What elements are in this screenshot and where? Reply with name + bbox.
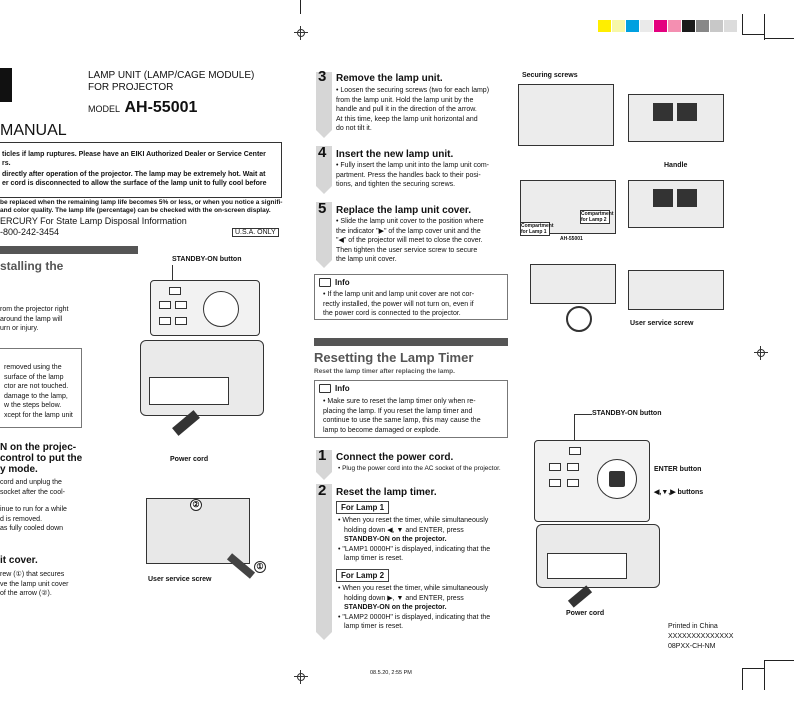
notice-line: and color quality. The lamp life (percentage) can be checked with the on-screen display.	[0, 207, 271, 214]
text-line: partment. Press the handles back to their posi-	[336, 171, 481, 179]
panel-button	[159, 301, 171, 309]
info-box	[314, 274, 508, 320]
info-title: Info	[335, 384, 350, 393]
color-swatch	[710, 20, 724, 32]
lamp-unit	[677, 189, 697, 207]
book-icon	[319, 384, 331, 393]
info-title: Info	[335, 278, 350, 287]
panel-button	[175, 301, 187, 309]
notice-line: be replaced when the remaining lamp life becomes 5% or less, or when you notice a signifi-	[0, 199, 283, 206]
panel-button	[569, 447, 581, 455]
text-line: • When you reset the timer, while simultaneously	[338, 517, 489, 524]
step-arrow-bar	[316, 484, 332, 632]
color-swatch	[626, 20, 640, 32]
text-line: the indicator "▶" of the lamp cover unit and the	[336, 227, 481, 235]
text-line: ve the lamp unit cover	[0, 580, 69, 588]
region-badge: U.S.A. ONLY	[232, 228, 279, 237]
crop-mark	[764, 660, 765, 690]
step-number: 4	[318, 144, 327, 161]
callout-mark-2: ②	[190, 494, 202, 512]
warning-line: rs.	[2, 160, 11, 167]
step-title: Connect the power cord.	[336, 452, 454, 463]
text-line: y mode.	[0, 464, 38, 475]
text-line: the power cord is connected to the projector.	[323, 310, 461, 318]
text-line: control to put the	[0, 453, 83, 464]
text-line: • Make sure to reset the lamp timer only when re-	[323, 398, 476, 405]
standby-button-label: STANDBY-ON button	[172, 256, 242, 263]
doc-code: 08PXX-CH-NM	[668, 643, 716, 650]
section-title: stalling the	[0, 259, 64, 273]
step-number: 3	[318, 68, 327, 85]
text-line: socket after the cool-	[0, 488, 65, 496]
text-line: xcept for the lamp unit	[4, 411, 73, 419]
info-body	[323, 290, 474, 319]
user-service-screw-label: User service screw	[630, 320, 694, 327]
left-step-heading	[0, 442, 82, 475]
enter-button-highlight	[609, 471, 625, 487]
step-title: Insert the new lamp unit.	[336, 149, 454, 160]
crop-mark	[742, 14, 743, 34]
projector-illustration	[536, 524, 660, 588]
lamp2-label: For Lamp 2	[336, 569, 389, 582]
text-line: d is removed.	[0, 515, 43, 523]
lamp1-label: For Lamp 1	[336, 501, 389, 514]
lamp-removal-illustration	[518, 84, 614, 146]
step-number: 1	[318, 447, 327, 464]
text-line: ctor are not touched.	[4, 383, 69, 391]
cover-closed-illustration	[628, 270, 724, 310]
registration-mark	[294, 26, 308, 40]
text-line: • Fully insert the lamp unit into the lamp unit com-	[336, 162, 490, 169]
warning-line: ticles if lamp ruptures. Please have an EIKI Authorized Dealer or Service Center	[2, 151, 266, 158]
lamp1-body	[338, 516, 508, 564]
enter-button-label: ENTER button	[654, 466, 702, 473]
text-line: • "LAMP2 0000H" is displayed, indicating that the	[338, 613, 491, 621]
projector-port-panel	[149, 377, 229, 405]
info-body	[323, 397, 481, 435]
projector-port-panel	[547, 553, 627, 579]
text-line: inue to run for a while	[0, 506, 67, 513]
color-swatch	[668, 20, 682, 32]
brand-logo-fragment	[0, 68, 12, 102]
panel-button	[175, 317, 187, 325]
step-body	[336, 86, 508, 134]
mercury-phone: -800-242-3454	[0, 227, 60, 237]
crop-mark	[742, 668, 764, 669]
left-para-1	[0, 305, 80, 334]
control-panel-illustration	[534, 440, 650, 522]
left-step-body-2	[0, 505, 67, 534]
lamp-unit	[653, 189, 673, 207]
text-line: N on the projec-	[0, 442, 77, 453]
text-line: of the arrow (②).	[0, 590, 52, 598]
text-line: w the steps below.	[4, 402, 62, 410]
text-line: STANDBY-ON on the projector.	[344, 536, 447, 544]
section-bar	[314, 338, 508, 346]
book-icon	[319, 278, 331, 287]
color-swatch	[654, 20, 668, 32]
color-calibration-bar	[598, 20, 738, 32]
compartment2-label: Compartment for Lamp 2	[581, 211, 614, 223]
crop-mark	[764, 660, 794, 661]
leader-line	[574, 414, 575, 442]
text-line: surface of the lamp	[4, 373, 64, 381]
color-swatch	[598, 20, 612, 32]
color-swatch	[696, 20, 710, 32]
power-cord-label: Power cord	[170, 456, 209, 463]
lamp2-body	[338, 584, 508, 632]
direction-pad	[203, 291, 239, 327]
lamp-insert-illustration	[628, 180, 724, 228]
text-line: from the lamp unit. Hold the lamp unit by the	[336, 96, 474, 104]
text-line: do not tilt it.	[336, 125, 372, 133]
text-line: STANDBY-ON on the projector.	[344, 604, 447, 612]
cover-replace-illustration	[530, 264, 616, 304]
step-number: 2	[318, 482, 327, 499]
text-line: At this time, keep the lamp unit horizontal and	[336, 115, 478, 123]
step-title: Remove the lamp unit.	[336, 73, 443, 84]
text-line: around the lamp will	[0, 315, 63, 323]
compartment1-label: Compartment for Lamp 1	[521, 223, 554, 235]
securing-screws-label: Securing screws	[522, 72, 578, 79]
warning-line: directly after operation of the projector. The lamp may be extremely hot. Wait at	[2, 171, 266, 178]
text-line: • Loosen the securing screws (two for each lamp)	[336, 87, 490, 94]
crop-mark	[764, 38, 794, 39]
handle-label: Handle	[664, 162, 688, 169]
text-line: holding down ◀, ▼ and ENTER, press	[344, 526, 464, 534]
mercury-line: ERCURY For State Lamp Disposal Information	[0, 216, 187, 226]
text-line: holding down ▶, ▼ and ENTER, press	[344, 594, 464, 602]
leader-line	[574, 414, 592, 415]
crop-mark	[764, 14, 765, 40]
step-body: • Plug the power cord into the AC socket of the projector.	[338, 465, 501, 472]
text-line: • If the lamp unit and lamp unit cover are not cor-	[323, 291, 475, 298]
text-line: urn or injury.	[0, 325, 39, 333]
panel-button	[549, 479, 561, 487]
text-line: rom the projector right	[0, 306, 69, 313]
text-line: • "LAMP1 0000H" is displayed, indicating that the	[338, 545, 491, 553]
model-label: MODEL	[88, 104, 121, 114]
text-line: rectly installed, the power will not turn on, even if	[323, 300, 474, 308]
manual-title: MANUAL	[0, 122, 67, 139]
text-line: as fully cooled down	[0, 525, 64, 533]
panel-button	[567, 463, 579, 471]
part-code: XXXXXXXXXXXXXX	[668, 633, 734, 640]
text-line: continue to use the same lamp, this may cause the	[323, 417, 481, 425]
callout-mark-1: ①	[254, 556, 266, 574]
lamp-handle-illustration	[628, 94, 724, 142]
user-service-screw-label: User service screw	[148, 576, 212, 583]
text-line: lamp timer is reset.	[344, 555, 404, 563]
power-cord-label: Power cord	[566, 610, 605, 617]
text-line: cord and unplug the	[0, 479, 62, 486]
step-title: Replace the lamp unit cover.	[336, 205, 472, 216]
text-line: lamp to become damaged or explode.	[323, 426, 441, 434]
text-line: handle and pull it in the direction of the arrow.	[336, 106, 477, 114]
reset-section-title: Resetting the Lamp Timer	[314, 350, 474, 365]
registration-mark	[294, 670, 308, 684]
step-title: Reset the lamp timer.	[336, 487, 437, 498]
color-swatch	[724, 20, 738, 32]
color-swatch	[612, 20, 626, 32]
left-cover-heading: it cover.	[0, 555, 38, 566]
warning-line: er cord is disconnected to allow the surface of the lamp unit to fully cool before	[2, 180, 267, 187]
panel-button	[159, 317, 171, 325]
arrow-buttons-label: ◀,▼,▶ buttons	[654, 489, 704, 496]
lamp-unit	[653, 103, 673, 121]
text-line: • Slide the lamp unit cover to the position where	[336, 218, 484, 225]
text-line: placing the lamp. If you reset the lamp timer and	[323, 407, 473, 415]
section-bar	[0, 246, 138, 254]
lamp-unit	[677, 103, 697, 121]
printed-in: Printed in China	[668, 623, 718, 630]
step-body	[336, 217, 508, 265]
panel-button	[549, 463, 561, 471]
power-plug-illustration	[568, 585, 592, 607]
text-line: Then tighten the user service screw to secure	[336, 246, 478, 254]
panel-button	[567, 479, 579, 487]
registration-mark	[754, 346, 768, 360]
standby-button-label: STANDBY-ON button	[592, 410, 662, 417]
control-panel-illustration	[150, 280, 260, 336]
model-number: AH-55001	[124, 99, 198, 116]
model-line	[88, 99, 197, 117]
info-box	[314, 380, 508, 438]
step-number: 5	[318, 200, 327, 217]
model-tag: AH-55001	[560, 236, 583, 242]
crop-mark	[742, 34, 764, 35]
text-line: lamp timer is reset.	[344, 623, 404, 631]
left-caution-box	[0, 348, 82, 428]
color-swatch	[682, 20, 696, 32]
crop-mark	[742, 668, 743, 690]
left-step-body	[0, 478, 65, 497]
color-swatch	[640, 20, 654, 32]
product-line-2: FOR PROJECTOR	[88, 82, 174, 93]
reset-subtitle: Reset the lamp timer after replacing the lamp.	[314, 368, 455, 375]
text-line: damage to the lamp,	[4, 392, 68, 400]
panel-button	[169, 287, 181, 295]
text-line: • When you reset the timer, while simultaneously	[338, 585, 489, 592]
text-line: "◀" of the projector will meet to close the cover.	[336, 237, 483, 245]
text-line: the lamp unit cover.	[336, 256, 397, 264]
product-line-1: LAMP UNIT (LAMP/CAGE MODULE)	[88, 70, 255, 81]
left-cover-body	[0, 570, 68, 599]
crop-mark	[300, 0, 301, 14]
text-line: rew (①) that secures	[0, 571, 65, 578]
print-timestamp: 08.5.20, 2:55 PM	[370, 670, 412, 676]
text-line: removed using the	[4, 364, 62, 371]
warning-box	[0, 142, 282, 198]
projector-illustration	[140, 340, 264, 416]
text-line: tions, and tighten the securing screws.	[336, 181, 456, 189]
step-body	[336, 161, 508, 190]
magnifier-icon	[566, 306, 592, 332]
